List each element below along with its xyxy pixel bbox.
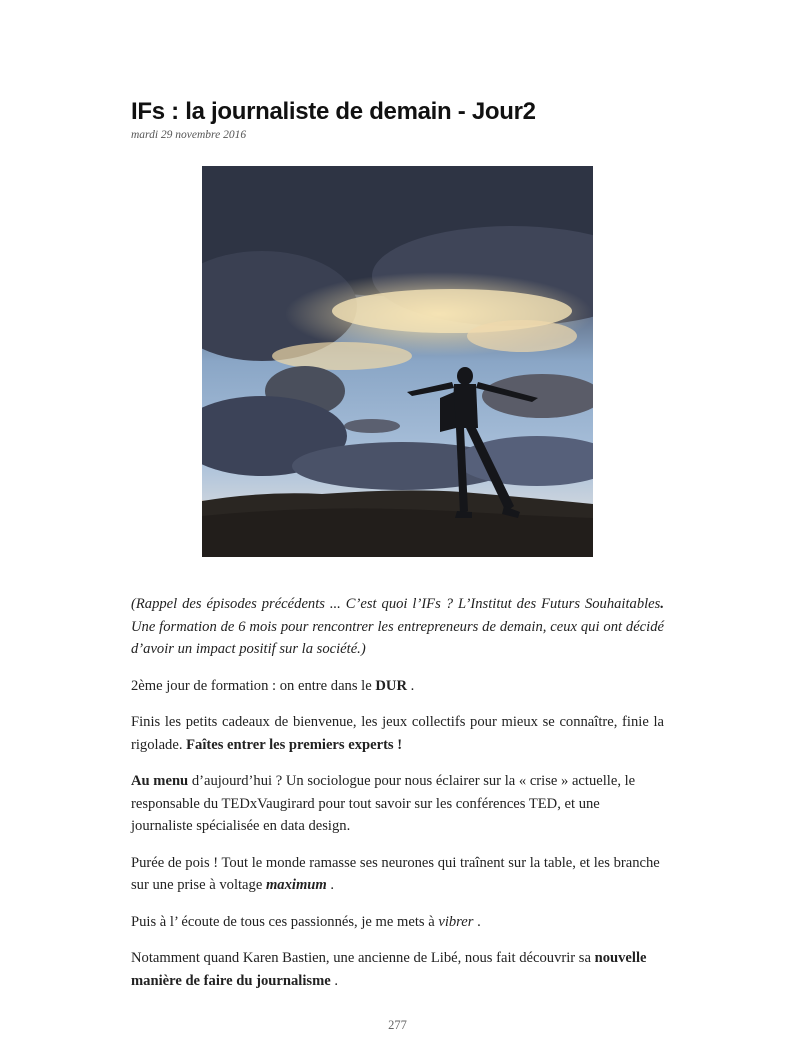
paragraph-vibrer: Puis à l’ écoute de tous ces passionnés, je me mets à vibrer . bbox=[131, 913, 481, 930]
page-number: 277 bbox=[388, 1018, 407, 1032]
article-photo bbox=[202, 166, 593, 557]
article-date: mardi 29 novembre 2016 bbox=[131, 129, 247, 141]
paragraph-puree: Purée de pois ! Tout le monde ramasse ses neurones qui traînent sur la table, et les branche sur une prise à voltage maximum . bbox=[131, 854, 660, 893]
paragraph-karen: Notamment quand Karen Bastien, une ancienne de Libé, nous fait découvrir sa nouvelle manière de faire du journalisme . bbox=[131, 950, 647, 989]
paragraph-experts: Finis les petits cadeaux de bienvenue, les jeux collectifs pour mieux se connaître, finie la rigolade. Faîtes entrer les premiers experts ! bbox=[131, 714, 664, 753]
article-title: IFs : la journaliste de demain - Jour2 bbox=[131, 98, 536, 125]
paragraph-recap: (Rappel des épisodes précédents ... C’est quoi l’IFs ? L’Institut des Futurs Souhaitables. Une formation de 6 mois pour rencontrer les entrepreneurs de demain, ceux qui ont décidé d’avoir un impact positif sur la société.) bbox=[131, 596, 664, 657]
paragraph-day-two: 2ème jour de formation : on entre dans le DUR . bbox=[131, 677, 415, 694]
article-body bbox=[131, 593, 664, 1006]
paragraph-menu: Au menu d’aujourd’hui ? Un sociologue pour nous éclairer sur la « crise » actuelle, le responsable du TEDxVaugirard pour tout savoir sur les conférences TED, et une journaliste spécialisée en data design. bbox=[131, 773, 636, 834]
